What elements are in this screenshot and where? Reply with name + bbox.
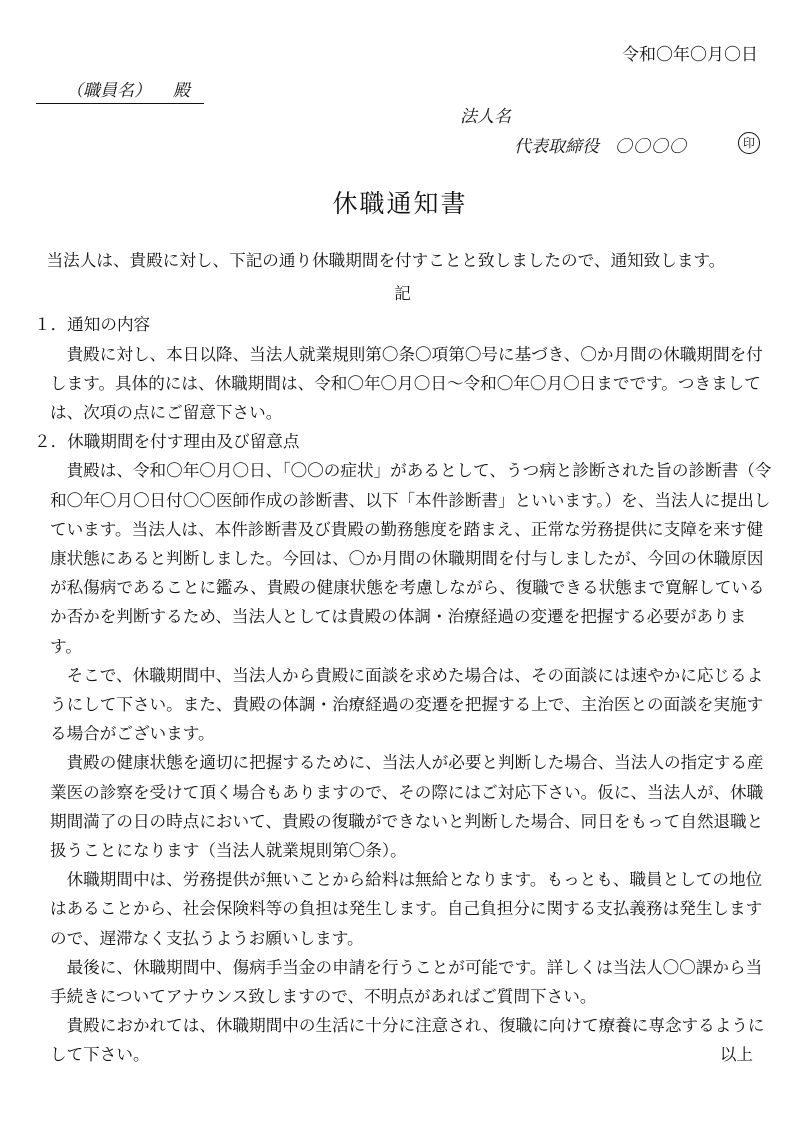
document-date: 令和〇年〇月〇日 bbox=[622, 45, 758, 65]
recipient-honorific: 殿 bbox=[173, 81, 190, 101]
final-paragraph-wrap bbox=[30, 1011, 775, 1069]
representative-line bbox=[514, 132, 687, 157]
representative-name: 〇〇〇〇 bbox=[615, 137, 687, 157]
section-paragraph: 貴殿に対し、本日以降、当法人就業規則第〇条〇項第〇号に基づき、〇か月間の休職期間を付します。具体的には、休職期間は、令和〇年〇月〇日～令和〇年〇月〇日までです。つきましては、次項の点にご留意下さい。 bbox=[50, 344, 763, 423]
seal-mark: 印 bbox=[738, 132, 760, 154]
section-paragraph: 貴殿の健康状態を適切に把握するために、当法人が必要と判断した場合、当法人の指定する産業医の診察を受けて頂く場合もありますので、その際にはご対応下さい。仮に、当法人が、休職期間満了の日の時点において、貴殿の復職ができないと判断した場合、同日をもって自然退職と扱うことになります（当法人就業規則第〇条）。 bbox=[50, 753, 764, 861]
recipient-line bbox=[36, 76, 204, 104]
document-body bbox=[30, 246, 775, 1070]
closing-mark: 以上 bbox=[719, 1045, 753, 1065]
representative-title: 代表取締役 bbox=[514, 137, 599, 157]
section-paragraph: 休職期間中は、労務提供が無いことから給料は無給となります。もっとも、職員としての地位はあることから、社会保険料等の負担は発生します。自己負担分に関する支払義務は発生しますので、遅滞なく支払うようお願いします。 bbox=[50, 870, 763, 948]
recipient-name: （職員名） bbox=[66, 81, 151, 101]
document-title: 休職通知書 bbox=[332, 189, 468, 218]
section-paragraph: 最後に、休職期間中、傷病手当金の申請を行うことが可能です。詳しくは当法人〇〇課から当手続きについてアナウンス致しますので、不明点があればご質問下さい。 bbox=[50, 957, 763, 1007]
section-paragraph: 貴殿におかれては、休職期間中の生活に十分に注意され、復職に向けて療養に専念するようにして下さい。 bbox=[50, 1016, 765, 1065]
corporation-name: 法人名 bbox=[460, 107, 511, 127]
section-paragraph: そこで、休職期間中、当法人から貴殿に面談を求めた場合は、その面談には速やかに応じるようにして下さい。また、貴殿の体調・治療経過の変遷を把握する上で、主治医との面談を実施する場合がございます。 bbox=[50, 665, 764, 744]
section-paragraph: 貴殿は、令和〇年〇月〇日、「〇〇の症状」があるとして、うつ病と診断された旨の診断書（令和〇年〇月〇日付〇〇医師作成の診断書、以下「本件診断書」といいます。）を、当法人に提出しています。当法人は、本件診断書及び貴殿の勤務態度を踏まえ、正常な労務提供に支障を来す健康状態にあると判断しました。今回は、〇か月間の休職期間を付与しましたが、今回の休職原因が私傷病であることに鑑み、貴殿の健康状態を考慮しながら、復職できる状態まで寛解しているか否かを判断するため、当法人としては貴殿の体調・治療経過の変遷を把握する必要があります。 bbox=[50, 461, 772, 656]
section-heading: ２．休職期間を付す理由及び留意点 bbox=[34, 432, 300, 452]
intro-paragraph: 当法人は、貴殿に対し、下記の通り休職期間を付すことと致しましたので、通知致します。 bbox=[46, 251, 726, 270]
ki-marker: 記 bbox=[394, 284, 411, 304]
section-heading: １．通知の内容 bbox=[34, 315, 151, 335]
